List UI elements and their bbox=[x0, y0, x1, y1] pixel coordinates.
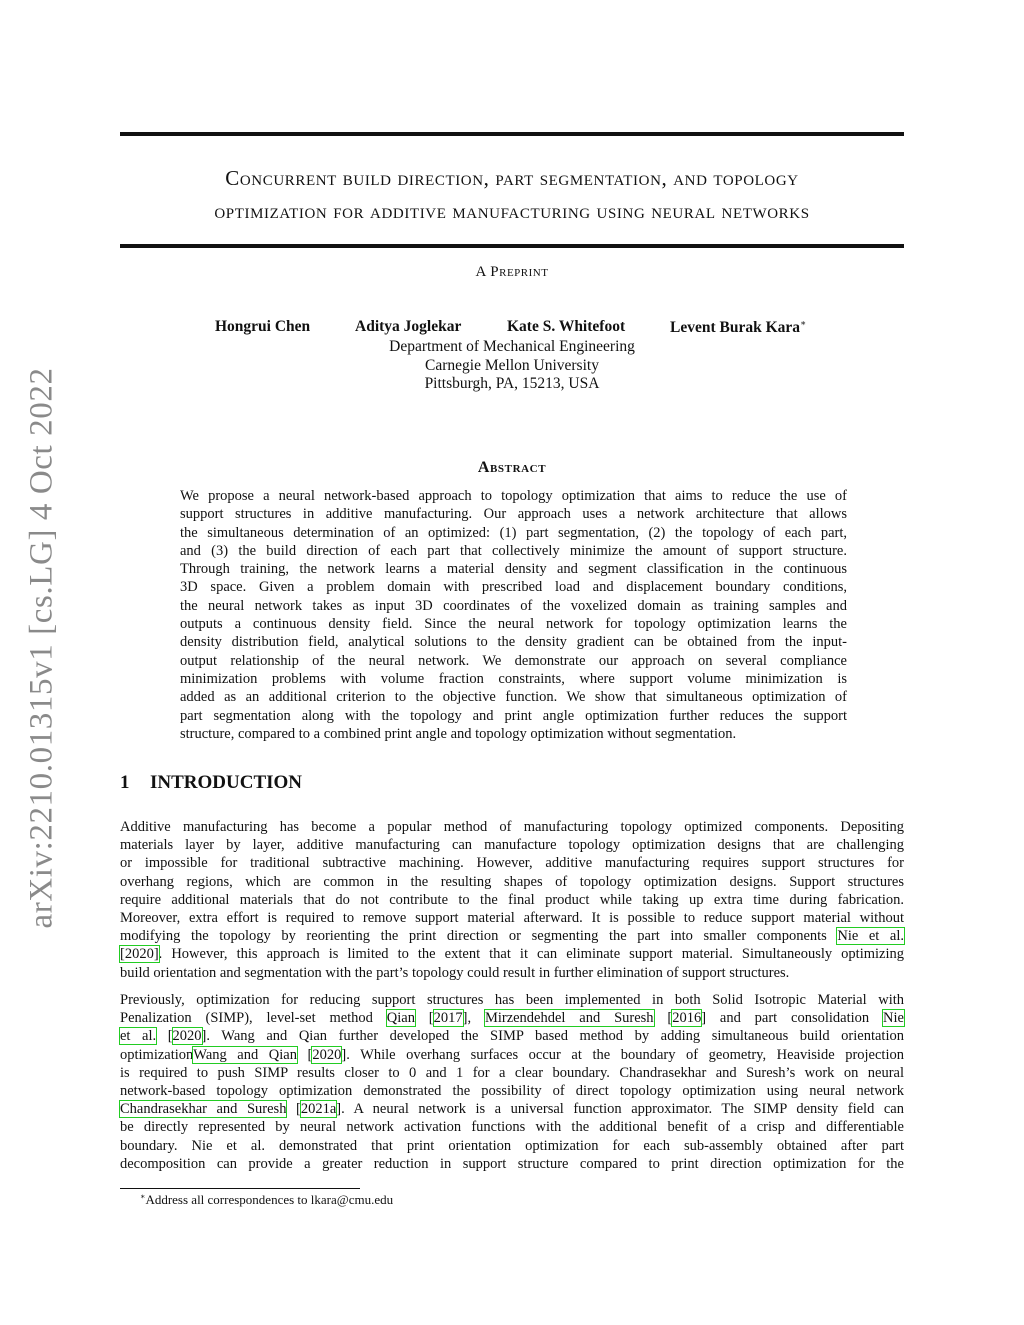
author-name-with-mark bbox=[670, 318, 806, 337]
citation-link[interactable]: et al. bbox=[120, 1028, 157, 1045]
footnote bbox=[140, 1192, 393, 1208]
body-line: Previously, optimization for reducing support structures has been implemented in both Solid Isotropic Material with bbox=[120, 992, 904, 1008]
body-line: build orientation and segmentation with the part’s topology could result in further elimination of support structures. bbox=[120, 964, 790, 981]
affiliation bbox=[0, 338, 1024, 394]
author-name: Aditya Joglekar bbox=[355, 318, 462, 335]
title-line-1: Concurrent build direction, part segmentation, and topology bbox=[225, 166, 799, 190]
body-line bbox=[120, 945, 904, 963]
footnote-rule bbox=[120, 1188, 360, 1189]
arxiv-stamp: arXiv:2210.01315v1 [cs.LG] 4 Oct 2022 bbox=[23, 367, 60, 929]
author-name: Kate S. Whitefoot bbox=[507, 318, 626, 335]
abstract-line: Through training, the network learns a material density and segment classification in the continuous bbox=[180, 561, 847, 578]
author-name: Hongrui Chen bbox=[215, 318, 311, 335]
author-name: Levent Burak Kara bbox=[670, 319, 801, 336]
body-line: Moreover, extra effort is required to remove support material afterward. It is possible to reduce support material without bbox=[120, 909, 904, 926]
footnote-mark: ∗ bbox=[800, 318, 807, 328]
body-line: Additive manufacturing has become a popular method of manufacturing topology optimized components. Depositing bbox=[120, 819, 904, 835]
abstract-line: the neural network takes as input 3D coordinates of the voxelized domain as training samples and bbox=[180, 597, 847, 614]
abstract-line: part segmentation along with the topology and print angle optimization further reduces the support bbox=[180, 707, 847, 724]
abstract-heading: Abstract bbox=[477, 459, 547, 476]
affiliation-line: Pittsburgh, PA, 15213, USA bbox=[424, 375, 600, 392]
section-title: INTRODUCTION bbox=[150, 772, 303, 793]
abstract-line: We propose a neural network-based approach to topology optimization that aims to reduce the use of bbox=[180, 488, 847, 504]
abstract-line: added as an additional criterion to the objective function. We show that simultaneous optimization of bbox=[180, 689, 847, 706]
body-text: [ bbox=[653, 1010, 673, 1027]
body-line: or impossible for traditional subtractive machining. However, additive manufacturing requires support structures for bbox=[120, 855, 904, 872]
abstract-line: outputs a continuous density field. Since the neural network for topology optimization learns the bbox=[180, 616, 847, 633]
body-line: network-based topology optimization demonstrated the possibility of direct topology optimization using neural network bbox=[120, 1082, 904, 1099]
body-text: [ bbox=[414, 1010, 434, 1027]
abstract-line: support structures in additive manufacturing. Our approach uses a network architecture that allows bbox=[180, 506, 847, 523]
body-text: ] and part consolidation bbox=[701, 1010, 884, 1027]
body-text: modifying the topology by reorienting the print direction or segmenting the part into smaller components bbox=[120, 928, 838, 945]
citation-link[interactable]: Qian bbox=[386, 1010, 415, 1027]
citation-link[interactable]: 2020 bbox=[172, 1028, 202, 1045]
title-line-2: optimization for additive manufacturing using neural networks bbox=[214, 199, 810, 223]
body-text: ]. Wang and Qian further developed the SIMP based method by adding simultaneous build orientation bbox=[201, 1028, 904, 1045]
intro-paragraph-2 bbox=[120, 991, 904, 1173]
citation-link[interactable]: Chandrasekhar and Suresh bbox=[120, 1101, 287, 1118]
body-text: Penalization (SIMP), level-set method bbox=[120, 1010, 387, 1027]
body-line: materials layer by layer, additive manufacturing can manufacture topology optimization designs that are challenging bbox=[120, 837, 904, 854]
abstract-line: and (3) the build direction of each part that collectively minimize the amount of support structure. bbox=[180, 542, 847, 559]
abstract-line: density distribution field, analytical solutions to the density gradient can be obtained from the input- bbox=[180, 634, 847, 651]
body-line: overhang regions, which are common in the resulting shapes of topology optimization designs. Support structures bbox=[120, 873, 904, 890]
section-heading bbox=[120, 772, 302, 794]
abstract-line: output relationship of the neural network. We demonstrate our approach on several compliance bbox=[180, 652, 847, 669]
citation-link[interactable]: Mirzendehdel and Suresh bbox=[484, 1010, 654, 1027]
affiliation-line: Department of Mechanical Engineering bbox=[389, 338, 635, 355]
citation-link[interactable]: 2017 bbox=[433, 1010, 463, 1027]
abstract-line: minimization problems with volume fraction constraints, where support volume minimization is bbox=[180, 670, 847, 687]
citation-link[interactable]: 2021a bbox=[300, 1101, 337, 1118]
body-line bbox=[120, 1046, 904, 1064]
body-text: . However, this approach is limited to the extent that it can eliminate support material. Simultaneously optimizing bbox=[158, 946, 904, 963]
affiliation-line: Carnegie Mellon University bbox=[425, 356, 599, 374]
intro-paragraph-1 bbox=[120, 818, 904, 982]
body-line bbox=[120, 1100, 904, 1118]
body-text: [ bbox=[297, 1046, 313, 1063]
abstract-line: the simultaneous determination of an optimized: (1) part segmentation, (2) the topology of each part, bbox=[180, 524, 847, 541]
preprint-label: A Preprint bbox=[475, 264, 549, 280]
abstract-body bbox=[180, 487, 847, 743]
author-list bbox=[0, 318, 1024, 338]
section-number: 1 bbox=[120, 772, 130, 793]
body-text: optimization bbox=[120, 1046, 194, 1063]
body-line: be directly represented by neural network activation functions with the additional benefit of a crisp and differentiable bbox=[120, 1119, 904, 1136]
abstract-line: structure, compared to a combined print angle and topology optimization without segmentation. bbox=[180, 725, 737, 742]
body-line bbox=[120, 1027, 904, 1045]
paper-title bbox=[120, 162, 904, 228]
citation-link[interactable]: Nie et al. bbox=[837, 928, 904, 945]
body-line: require additional materials that do not contribute to the final product while taking up extra time during fabrication. bbox=[120, 891, 904, 908]
citation-link[interactable]: 2020 bbox=[312, 1046, 342, 1063]
citation-link[interactable]: Wang and Qian bbox=[193, 1046, 297, 1063]
citation-link[interactable]: [2020] bbox=[120, 946, 159, 963]
footnote-mark: ∗ bbox=[140, 1192, 146, 1201]
body-text: ], bbox=[462, 1010, 485, 1027]
title-top-rule bbox=[120, 132, 904, 136]
body-text: ]. While overhang surfaces occur at the boundary of geometry, Heaviside projection bbox=[341, 1046, 904, 1063]
title-bottom-rule bbox=[120, 244, 904, 248]
body-line bbox=[120, 927, 904, 945]
abstract-line: 3D space. Given a problem domain with prescribed load and displacement boundary conditions, bbox=[180, 579, 847, 596]
footnote-text: Address all correspondences to lkara@cmu.edu bbox=[145, 1192, 394, 1207]
body-text: [ bbox=[286, 1101, 301, 1118]
body-line: boundary. Nie et al. demonstrated that print orientation optimization for each sub-assembly obtained after part bbox=[120, 1137, 904, 1154]
body-text: ]. A neural network is a universal function approximator. The SIMP density field can bbox=[336, 1101, 904, 1118]
body-line: is required to push SIMP results closer to 0 and 1 for a clear boundary. Chandrasekhar and Suresh’s work on neural bbox=[120, 1064, 904, 1081]
body-line: decomposition can provide a greater reduction in support structure compared to print direction optimization for the bbox=[120, 1155, 904, 1172]
body-line bbox=[120, 1009, 904, 1027]
body-text: [ bbox=[156, 1028, 173, 1045]
citation-link[interactable]: Nie bbox=[883, 1010, 904, 1027]
citation-link[interactable]: 2016 bbox=[672, 1010, 702, 1027]
